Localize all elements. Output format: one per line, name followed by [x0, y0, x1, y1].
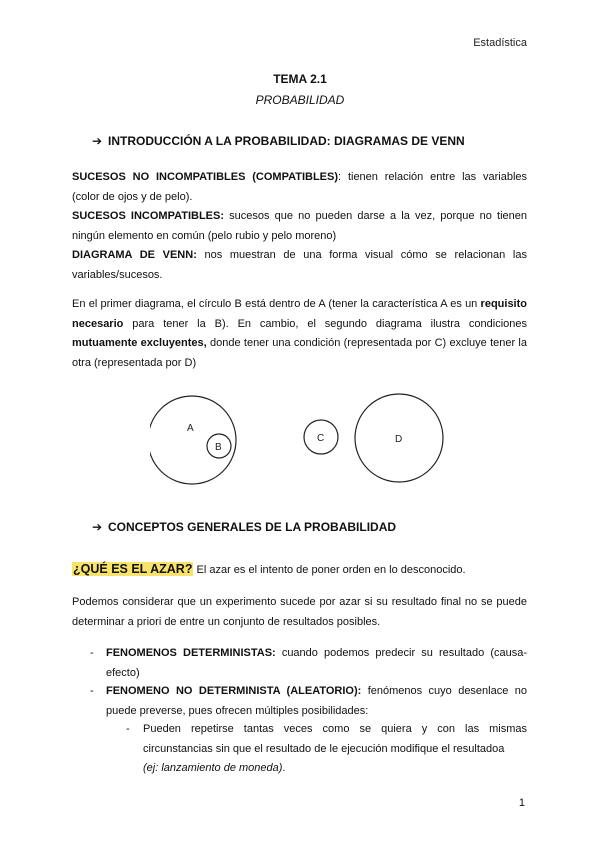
- definition-term: SUCESOS NO INCOMPATIBLES (COMPATIBLES): [72, 171, 339, 183]
- arrow-icon: ➔: [92, 520, 103, 534]
- question-answer: El azar es el intento de poner orden en lo desconocido.: [193, 564, 466, 576]
- venn-label-d: D: [395, 434, 403, 445]
- venn-label-b: B: [215, 442, 222, 453]
- section-heading-text: INTRODUCCIÓN A LA PROBABILIDAD: DIAGRAMAS DE VENN: [108, 134, 465, 148]
- definition-text: sucesos que no pueden darse a la vez, porque no tienen ningún elemento en común (pelo rubio y pelo moreno): [72, 210, 527, 242]
- page-subtitle: PROBABILIDAD: [255, 93, 345, 107]
- sub-list-example: (ej: lanzamiento de moneda): [143, 762, 283, 774]
- definition-term: SUCESOS INCOMPATIBLES:: [72, 210, 225, 222]
- list-text: cuando podemos predecir su resultado (causa-efecto): [106, 647, 528, 679]
- section-heading-intro: [92, 134, 465, 148]
- sub-list-item: - Pueden repetirse tantas veces como se quiera y con las mismas circunstancias sin que el resultado de le ejecución modifique el resultadoa (ej: lanzamiento de moneda).: [126, 720, 527, 779]
- list-term: FENOMENOS DETERMINISTAS:: [106, 647, 276, 659]
- venn-diagrams: [150, 386, 450, 496]
- section-heading-text: CONCEPTOS GENERALES DE LA PROBABILIDAD: [108, 520, 397, 534]
- list-dash: -: [90, 647, 94, 659]
- sub-list-text: Pueden repetirse tantas veces como se quiera y con las mismas circunstancias sin que el resultado de le ejecución modifique el resultadoa: [143, 723, 527, 755]
- definition-venn: [72, 246, 527, 285]
- list-text: fenómenos cuyo desenlace no puede preverse, pues ofrecen múltiples posibilidades:: [106, 685, 527, 717]
- section-heading-concepts: [92, 520, 396, 534]
- definition-incompatible: [72, 207, 527, 246]
- definition-term: DIAGRAMA DE VENN:: [72, 249, 197, 261]
- venn-label-a: A: [187, 423, 194, 434]
- venn-explanation-paragraph: En el primer diagrama, el círculo B está dentro de A (tener la característica A es un requisito necesario para tener la B). En cambio, el segundo diagrama ilustra condiciones mutuamente excluyentes, donde tener una condición (representada por C) excluye tener la otra (representada por D): [72, 298, 527, 369]
- definitions-block: [72, 168, 527, 285]
- venn-label-c: C: [317, 433, 325, 444]
- page-number: 1: [518, 797, 525, 809]
- venn-circle-a: [150, 396, 236, 484]
- list-dash: -: [90, 685, 94, 697]
- highlighted-question: ¿QUÉ ES EL AZAR?: [73, 562, 193, 576]
- sub-list-dash: -: [126, 723, 130, 735]
- question-line: [72, 560, 527, 581]
- header-course: Estadística: [473, 37, 527, 49]
- definition-compatible: [72, 168, 527, 207]
- definition-text: : tienen relación entre las variables (color de ojos y de pelo).: [72, 171, 527, 203]
- list-item: [90, 682, 527, 721]
- definition-text: nos muestran de una forma visual cómo se relacionan las variables/sucesos.: [72, 249, 527, 281]
- arrow-icon: ➔: [92, 134, 103, 148]
- page-title: TEMA 2.1: [273, 72, 327, 86]
- azar-paragraph: Podemos considerar que un experimento sucede por azar si su resultado final no se puede determinar a priori de entre un conjunto de resultados posibles.: [72, 596, 527, 628]
- list-item: [90, 644, 527, 683]
- list-term: FENOMENO NO DETERMINISTA (ALEATORIO):: [106, 685, 362, 697]
